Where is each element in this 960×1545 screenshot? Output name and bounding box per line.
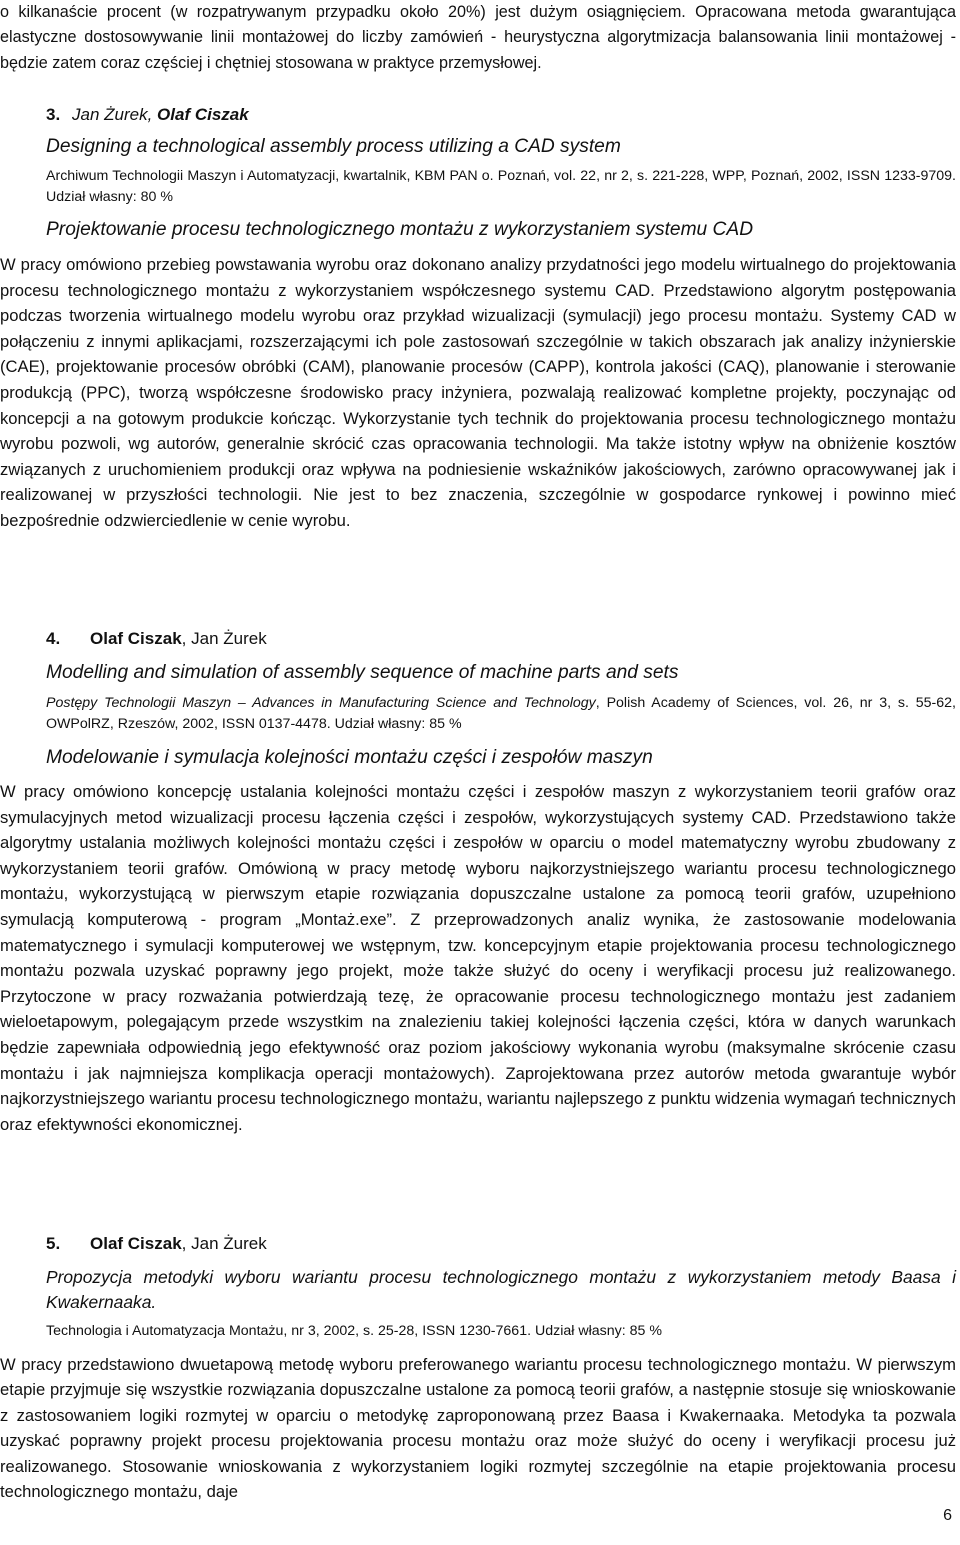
source-citation: [46, 693, 956, 734]
own-share: Udział własny: 80 %: [46, 188, 173, 205]
abstract: W pracy przedstawiono dwuetapową metodę wyboru preferowanego wariantu procesu technologicznego montażu. W pierwszym etapie przyjmuje się wszystkie rozwiązania dopuszczalne ustalone za pomocą teorii grafów, a następnie stosuje się wnioskowanie z zastosowaniem logiki rozmytej w oparciu o metodykę zaproponowaną przez Baasa i Kwakernaaka. Metodyka ta pozwala uzyskać poprawny projekt procesu projektowania procesu montażu oraz może służyć do oceny i weryfikacji procesu już realizowanego. Stosowanie wnioskowania z wykorzystaniem logiki rozmytej szczególnie na etapie projektowania procesu technologicznego montażu, daje: [0, 1354, 956, 1502]
author: Jan Żurek: [191, 629, 267, 648]
author: Jan Żurek: [72, 105, 148, 124]
source-citation: [46, 166, 956, 207]
title-english: Modelling and simulation of assembly sequence of machine parts and sets: [46, 662, 679, 683]
entry-number: 5.: [46, 1234, 61, 1253]
author-separator: ,: [181, 629, 192, 648]
own-share: Udział własny: 85 %: [330, 715, 462, 732]
journal-name: Postępy Technologii Maszyn – Advances in Manufacturing Science and Technology: [46, 695, 596, 711]
entry-heading: [46, 103, 956, 127]
publication-entry-3: [0, 103, 956, 534]
author: Olaf Ciszak: [90, 1234, 182, 1253]
title-polish: Modelowanie i symulacja kolejności montażu części i zespołów maszyn: [46, 747, 653, 768]
entry-heading: [46, 627, 956, 651]
author-separator: ,: [147, 105, 158, 124]
publication-entry-4: [0, 627, 956, 1137]
author-separator: ,: [181, 1234, 192, 1253]
entry-number: 3.: [46, 105, 61, 124]
page-number: 6: [943, 1507, 952, 1524]
title-polish: Propozycja metodyki wyboru wariantu procesu technologicznego montażu z wykorzystaniem metody Baasa i Kwakernaaka.: [46, 1267, 956, 1312]
intro-paragraph: o kilkanaście procent (w rozpatrywanym przypadku około 20%) jest dużym osiągnięciem. Opracowana metoda gwarantująca elastyczne dostosowywanie linii montażowej do liczby zamówień - heurystyczna algorytmizacja balansowania linii montażowej - będzie zatem coraz częściej i chętniej stosowana w praktyce przemysłowej.: [0, 3, 956, 72]
abstract: W pracy omówiono przebieg powstawania wyrobu oraz dokonano analizy przydatności jego modelu wirtualnego do projektowania procesu technologicznego montażu z wykorzystaniem współczesnego systemu CAD. Przedstawiono algorytm postępowania podczas tworzenia wirtualnego modelu wyrobu oraz przykład wizualizacji (symulacji) jego procesu montażu. Systemy CAD w połączeniu z innymi aplikacjami, rozszerzającymi ich pole zastosowań szczególnie w takich obszarach jak analizy inżynierskie (CAE), projektowanie procesów obróbki (CAM), planowanie procesów (CAPP), kontrola jakości (CAQ), planowanie i sterowanie produkcją (PPC), tworzą współczesne środowisko pracy inżyniera, pozwalają realizować kompletne projekty, poczynając od koncepcji a na gotowym produkcie kończąc. Wykorzystanie tych technik do projektowania procesu technologicznego montażu wyrobu pozwoli, wg autorów, generalnie skrócić czas opracowania technologii. Ma także istotny wpływ na obniżenie kosztów związanych z uruchomieniem produkcji oraz wpływa na podniesienie wskaźników jakościowych, zarówno opracowywanej jak i realizowanej w przyszłości technologii. Nie jest to bez znaczenia, szczególnie w gospodarce rynkowej i powinno mieć bezpośrednie odzwierciedlenie w cenie wyrobu.: [0, 255, 956, 530]
source-text: Archiwum Technologii Maszyn i Automatyzacji, kwartalnik, KBM PAN o. Poznań, vol. 22, nr 2, s. 221-228, WPP, Poznań, 2002, ISSN 1233-9709.: [46, 168, 956, 184]
source-text: Technologia i Automatyzacja Montażu, nr 3, 2002, s. 25-28, ISSN 1230-7661.: [46, 1323, 532, 1339]
author: Olaf Ciszak: [157, 105, 249, 124]
author: Olaf Ciszak: [90, 629, 182, 648]
title-english: Designing a technological assembly process utilizing a CAD system: [46, 136, 621, 157]
own-share: Udział własny: 85 %: [531, 1323, 662, 1339]
entry-number: 4.: [46, 629, 61, 648]
source-citation: [46, 1321, 956, 1342]
source-text: , Polish Academy of Sciences, vol. 26, nr 3, s. 55-62, OWPolRZ, Rzeszów, 2002, ISSN 0137-4478.: [46, 695, 956, 732]
title-polish: Projektowanie procesu technologicznego montażu z wykorzystaniem systemu CAD: [46, 219, 754, 240]
author: Jan Żurek: [191, 1234, 267, 1253]
publication-entry-5: [0, 1232, 956, 1505]
abstract: W pracy omówiono koncepcję ustalania kolejności montażu części i zespołów maszyn z wykorzystaniem teorii grafów oraz symulacyjnych metod wizualizacji procesu łączenia części i zespołów, wykorzystujących systemy CAD. Przedstawiono także algorytmy ustalania możliwych kolejności montażu części i zespołów w oparciu o model matematyczny wyrobu zbudowany z wykorzystaniem teorii grafów. Omówioną w pracy metodę wyboru najkorzystniejszego wariantu procesu technologicznego montażu, wykorzystującą w pierwszym etapie rozwiązania dopuszczalne ustalone za pomocą teorii grafów, uzupełniono symulacją komputerową - program „Montaż.exe”. Z przeprowadzonych analiz wynika, że zastosowanie modelowania matematycznego i symulacji komputerowej we wstępnym, tzw. koncepcyjnym etapie projektowania procesu technologicznego montażu pozwala uzyskać poprawny jego projekt, może także służyć do oceny i weryfikacji procesu już realizowanego. Przytoczone w pracy rozważania potwierdzają tezę, że opracowanie procesu technologicznego montażu jest zadaniem wieloetapowym, polegającym przede wszystkim na znalezieniu takiej kolejności łączenia części, która w danych warunkach będzie zapewniała odpowiednią jego efektywność oraz poziom jakościowy wykonania wyrobu (maksymalne skrócenie czasu montażu i jak najmniejsza komplikacja operacji montażowych). Zaprojektowana przez autorów metoda gwarantuje wybór najkorzystniejszego wariantu procesu technologicznego montażu, wariantu najlepszego z punktu widzenia wymagań technicznych oraz efektywności ekonomicznej.: [0, 782, 956, 1134]
entry-heading: [46, 1232, 956, 1256]
